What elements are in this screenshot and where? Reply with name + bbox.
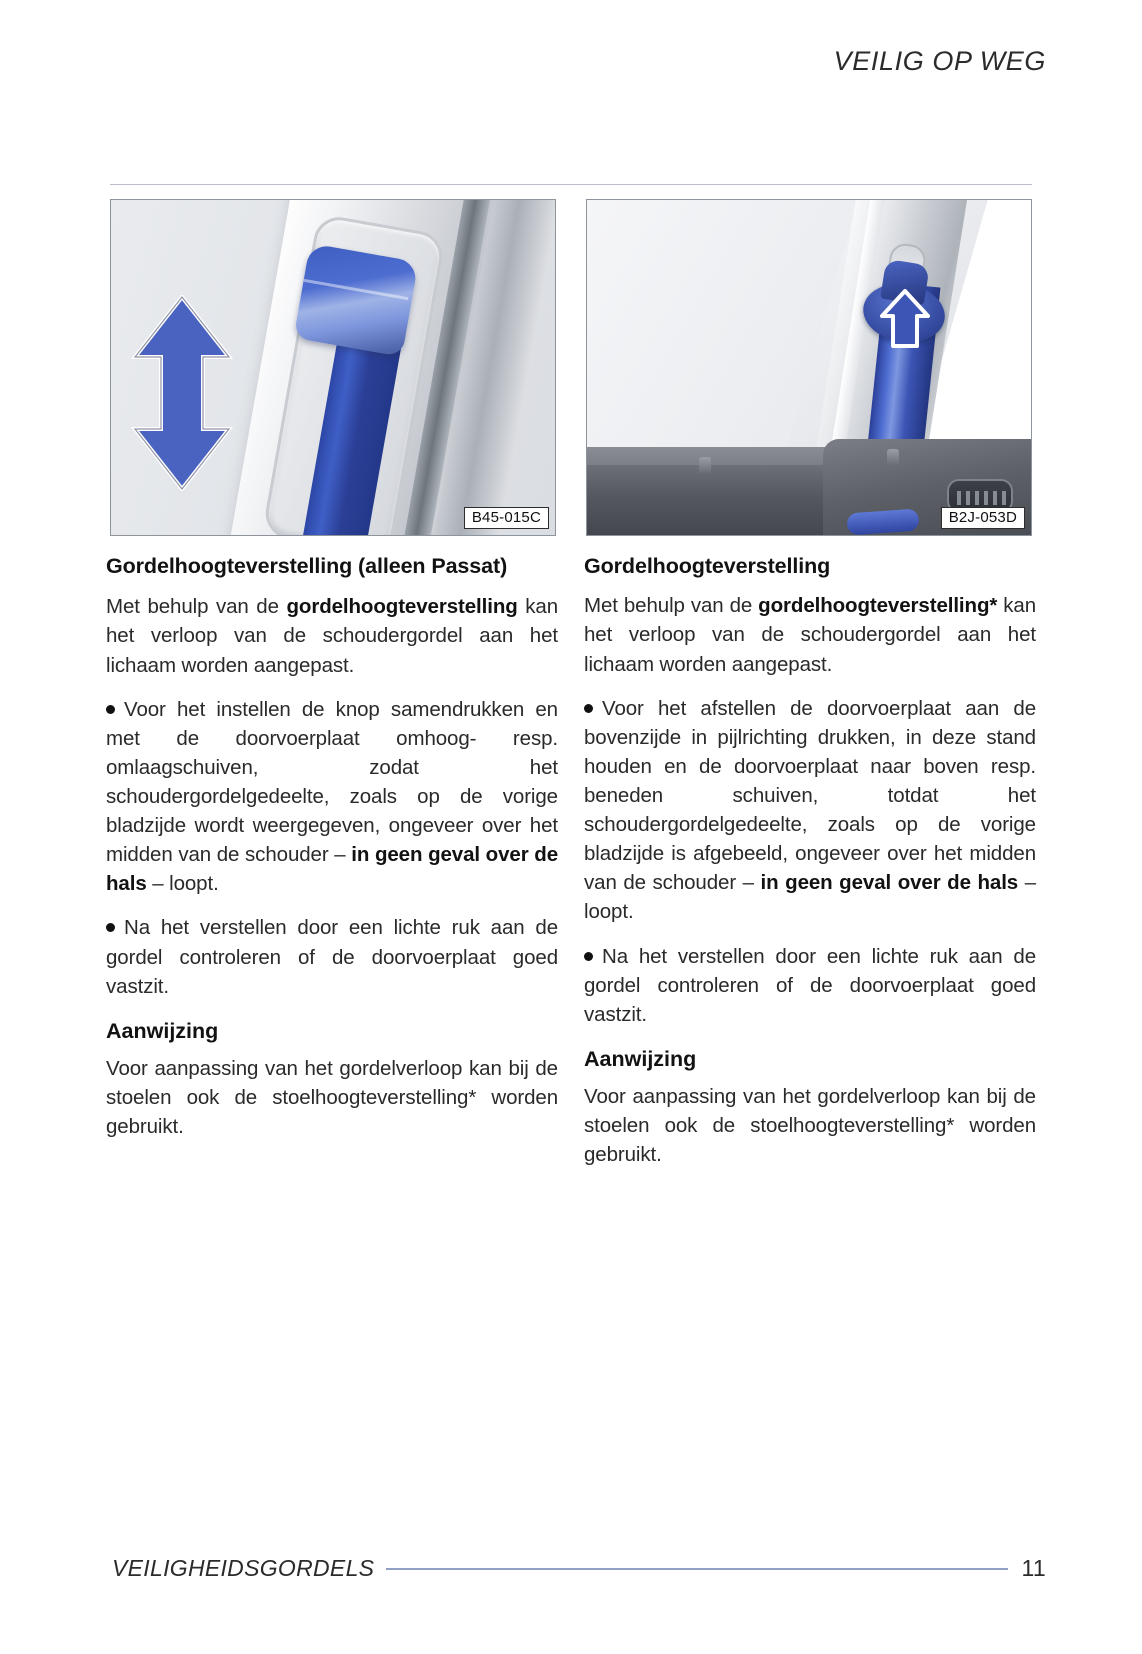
- text-bold: in geen geval over de hals: [106, 843, 558, 896]
- left-intro-paragraph: [106, 592, 558, 679]
- bullet-dot-icon: [584, 704, 593, 713]
- text-post: – loopt.: [584, 871, 1036, 924]
- left-bullet-2: [106, 913, 558, 1000]
- figure-label: B2J-053D: [941, 507, 1025, 529]
- right-column: [584, 552, 1036, 1184]
- text-pre: Voor het instellen de knop samendrukken en met de doorvoerplaat omhoog- resp. omlaagschuiven, zodat het schoudergordelgedeelte, zoals op de vorige bladzijde wordt weergegeven, ongeveer over het midden van de schouder –: [106, 697, 558, 867]
- right-note-heading: Aanwijzing: [584, 1046, 697, 1071]
- text-columns: [106, 552, 1036, 1184]
- up-arrow-icon: [879, 288, 931, 350]
- text-pre: Voor het afstellen de doorvoerplaat aan de bovenzijde in pijlrichting drukken, in deze stand houden en de doorvoerplaat naar boven resp. beneden schuiven, totdat het schoudergordelgedeelte, zoals op de vorige bladzijde is afgebeeld, ongeveer over het midden van de schouder –: [584, 696, 1036, 895]
- page-number: 11: [1021, 1555, 1046, 1581]
- bullet-dot-icon: [106, 705, 115, 714]
- up-down-arrow-icon: [129, 295, 235, 491]
- page-footer: [112, 1555, 1046, 1582]
- figure-label: B45-015C: [464, 507, 549, 529]
- left-heading: Gordelhoogteverstelling (alleen Passat): [106, 554, 508, 578]
- text-bold: in geen geval over de hals: [760, 871, 1019, 895]
- footer-section-title: VEILIGHEIDSGORDELS: [112, 1555, 375, 1581]
- text-pre: Na het verstellen door een lichte ruk aan de gordel controleren of de doorvoerplaat goed vastzit.: [106, 916, 558, 998]
- footer-divider: [386, 1568, 1007, 1570]
- bullet-dot-icon: [584, 952, 593, 961]
- left-note-text: Voor aanpassing van het gordelverloop kan bij de stoelen ook de stoelhoogteverstelling* worden gebruikt.: [106, 1056, 558, 1139]
- left-bullet-1: [106, 695, 558, 899]
- trim-peg: [699, 457, 711, 473]
- text-post: kan het verloop van de schoudergordel aan het lichaam worden aangepast.: [106, 595, 558, 677]
- right-bullet-2: [584, 942, 1036, 1029]
- right-note-text: Voor aanpassing van het gordelverloop kan bij de stoelen ook de stoelhoogteverstelling* worden gebruikt.: [584, 1084, 1036, 1167]
- text-pre: Met behulp van de: [106, 595, 287, 619]
- figure-row: [110, 199, 1032, 536]
- bullet-dot-icon: [106, 923, 115, 932]
- header-divider: [110, 184, 1032, 185]
- right-bullet-1: [584, 694, 1036, 927]
- left-note-heading: Aanwijzing: [106, 1018, 219, 1043]
- speaker-grille-slats: [957, 491, 1007, 505]
- text-pre: Met behulp van de: [584, 594, 759, 618]
- text-post: kan het verloop van de schoudergordel aan het lichaam worden aangepast.: [584, 594, 1036, 676]
- running-head: VEILIG OP WEG: [833, 46, 1046, 76]
- figure-belt-height-adjuster-knob: [110, 199, 556, 536]
- text-bold: gordelhoogteverstelling*: [758, 594, 998, 618]
- right-intro-paragraph: [584, 591, 1036, 678]
- text-bold: gordelhoogteverstelling: [286, 595, 518, 619]
- text-pre: Na het verstellen door een lichte ruk aan de gordel controleren of de doorvoerplaat goed vastzit.: [584, 944, 1036, 1026]
- left-column: [106, 552, 558, 1184]
- height-adjuster-knob: [294, 243, 419, 357]
- trim-peg: [887, 449, 899, 465]
- text-post: – loopt.: [146, 872, 219, 896]
- figure-belt-guide-plate-arrow: [586, 199, 1032, 536]
- right-heading: Gordelhoogteverstelling: [584, 554, 831, 578]
